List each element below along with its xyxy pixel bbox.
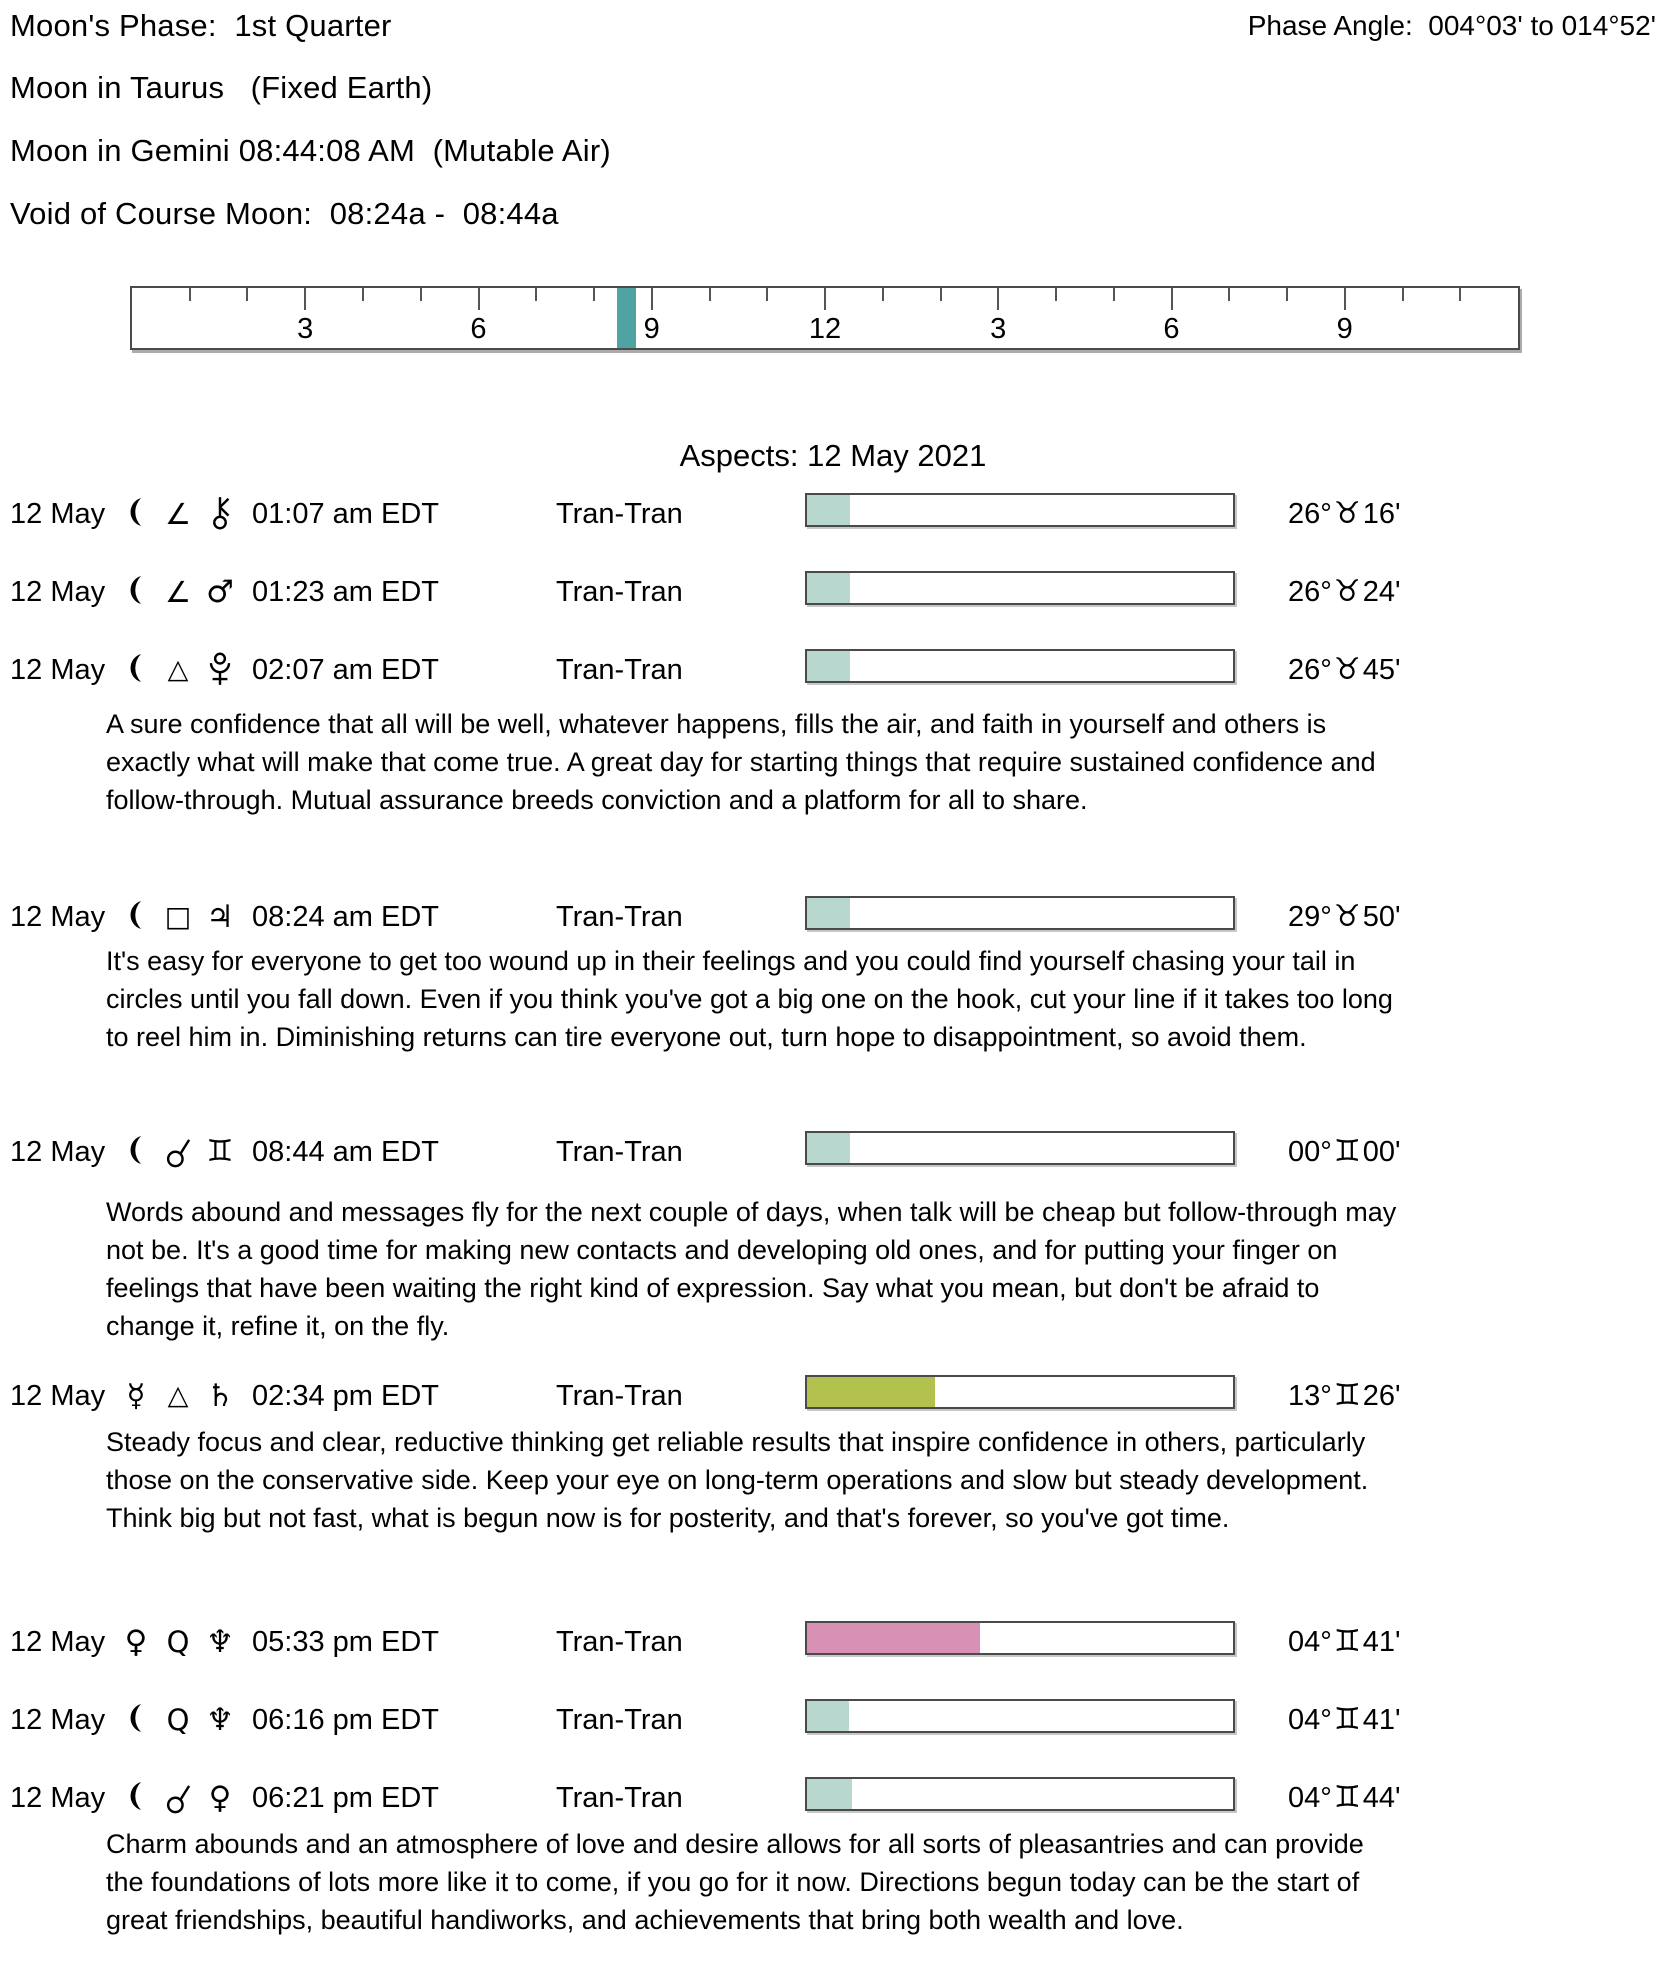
moon-icon xyxy=(124,1779,148,1813)
aspect-type: Tran-Tran xyxy=(556,576,683,608)
body2-glyph-slot xyxy=(200,573,240,611)
gemini-icon: ♊ xyxy=(1333,1378,1361,1413)
aspect-glyph-slot xyxy=(158,1779,198,1815)
aspect-time: 01:07 am EDT xyxy=(252,498,439,530)
position-minutes: 26' xyxy=(1362,1380,1401,1412)
position-degrees: 26° xyxy=(1288,498,1332,530)
semisquare-icon: ∠ xyxy=(165,497,191,531)
conjunction-icon xyxy=(165,1133,191,1169)
moon-in-sign-line: Moon in Taurus (Fixed Earth) xyxy=(10,70,433,105)
chiron-icon xyxy=(207,495,233,531)
body1-glyph-slot xyxy=(116,573,156,607)
body2-glyph-slot xyxy=(200,1377,240,1415)
body1-glyph-slot xyxy=(116,1779,156,1813)
aspect-row xyxy=(0,573,1666,613)
aspect-row xyxy=(0,651,1666,691)
aspect-type: Tran-Tran xyxy=(556,498,683,530)
position-degrees: 29° xyxy=(1288,901,1332,933)
aspect-position xyxy=(1288,898,1401,936)
aspect-time: 06:21 pm EDT xyxy=(252,1782,439,1814)
aspect-date: 12 May xyxy=(10,901,106,933)
void-of-course-marker xyxy=(617,288,636,348)
taurus-icon: ♉ xyxy=(1333,652,1361,687)
hour-label: 12 xyxy=(808,313,842,345)
moon-icon xyxy=(124,495,148,529)
hour-tick xyxy=(535,288,537,301)
aspect-type: Tran-Tran xyxy=(556,654,683,686)
taurus-icon: ♉ xyxy=(1333,899,1361,934)
body1-glyph-slot xyxy=(116,1133,156,1167)
orb-progress-fill xyxy=(807,495,850,525)
aspect-position xyxy=(1288,1133,1401,1171)
body2-glyph-slot xyxy=(200,898,240,936)
moons-phase-line: Moon's Phase: 1st Quarter xyxy=(10,8,392,43)
hour-tick xyxy=(1055,288,1057,301)
hour-label: 3 xyxy=(990,313,1007,345)
hour-tick xyxy=(304,288,306,310)
aspect-type: Tran-Tran xyxy=(556,901,683,933)
quintile-icon: Q xyxy=(166,1703,190,1737)
neptune-icon: ♆ xyxy=(206,1702,234,1738)
body1-glyph-slot xyxy=(116,1701,156,1735)
moon-ingress-line: Moon in Gemini 08:44:08 AM (Mutable Air) xyxy=(10,133,611,168)
aspect-glyph-slot xyxy=(158,1133,198,1169)
aspect-position xyxy=(1288,573,1401,611)
position-minutes: 44' xyxy=(1362,1782,1401,1814)
orb-progress-bar xyxy=(805,1131,1235,1165)
hour-tick xyxy=(766,288,768,301)
position-degrees: 04° xyxy=(1288,1704,1332,1736)
aspect-glyph-slot xyxy=(158,1701,198,1739)
voc-timeline-ruler xyxy=(130,286,1520,350)
orb-progress-bar xyxy=(805,1777,1235,1811)
aspect-row xyxy=(0,898,1666,938)
aspect-position xyxy=(1288,651,1401,689)
aspect-position xyxy=(1288,495,1401,533)
aspect-date: 12 May xyxy=(10,1626,106,1658)
aspect-date: 12 May xyxy=(10,1136,106,1168)
orb-progress-bar xyxy=(805,1621,1235,1655)
orb-progress-fill xyxy=(807,1623,980,1653)
orb-progress-fill xyxy=(807,1377,935,1407)
pluto-icon xyxy=(207,651,233,687)
hour-tick xyxy=(1402,288,1404,301)
gemini-icon: ♊ xyxy=(1333,1780,1361,1815)
neptune-icon: ♆ xyxy=(206,1624,234,1660)
mars-icon: ♂ xyxy=(206,574,234,610)
hour-tick xyxy=(246,288,248,301)
aspect-time: 02:34 pm EDT xyxy=(252,1380,439,1412)
aspect-interpretation: It's easy for everyone to get too wound up in their feelings and you could find yourself chasing your tail in circles until you fall down. Even if you think you've got a big one on the hook, cut your line if it takes too long to reel him in. Diminishing returns can tire everyone out, turn hope to disappointment, so avoid them. xyxy=(106,946,1393,1052)
hour-tick xyxy=(1344,288,1346,310)
body1-glyph-slot xyxy=(116,1377,156,1415)
aspect-date: 12 May xyxy=(10,1782,106,1814)
aspect-glyph-slot xyxy=(158,495,198,533)
aspects-title: Aspects: 12 May 2021 xyxy=(679,438,987,473)
hour-tick xyxy=(709,288,711,301)
position-degrees: 00° xyxy=(1288,1136,1332,1168)
orb-progress-fill xyxy=(807,1133,850,1163)
phase-angle-value: Phase Angle: 004°03' to 014°52' xyxy=(1247,10,1656,41)
aspect-type: Tran-Tran xyxy=(556,1136,683,1168)
conjunction-icon xyxy=(165,1779,191,1815)
body1-glyph-slot xyxy=(116,898,156,932)
aspect-date: 12 May xyxy=(10,576,106,608)
orb-progress-fill xyxy=(807,1701,849,1731)
taurus-icon: ♉ xyxy=(1333,496,1361,531)
void-of-course-line: Void of Course Moon: 08:24a - 08:44a xyxy=(10,196,559,231)
position-degrees: 04° xyxy=(1288,1782,1332,1814)
orb-progress-bar xyxy=(805,493,1235,527)
aspect-glyph-slot xyxy=(158,1623,198,1661)
aspect-row xyxy=(0,1623,1666,1663)
hour-tick xyxy=(420,288,422,301)
hour-label: 9 xyxy=(1336,313,1353,345)
body2-glyph-slot xyxy=(200,1701,240,1739)
aspect-date: 12 May xyxy=(10,498,106,530)
position-minutes: 50' xyxy=(1362,901,1401,933)
aspect-interpretation: Steady focus and clear, reductive thinking get reliable results that inspire confidence in others, particularly those on the conservative side. Keep your eye on long-term operations and slow but steady development. Think big but not fast, what is begun now is for posterity, and that's forever, so you've got time. xyxy=(106,1427,1369,1533)
aspect-row xyxy=(0,1779,1666,1819)
square-icon: □ xyxy=(164,900,192,933)
body2-glyph-slot xyxy=(200,1779,240,1817)
position-minutes: 00' xyxy=(1362,1136,1401,1168)
body2-glyph-slot xyxy=(200,1623,240,1661)
saturn-icon: ♄ xyxy=(206,1378,234,1414)
aspect-interpretation: A sure confidence that all will be well, whatever happens, fills the air, and faith in yourself and others is exactly what will make that come true. A great day for starting things that require sustained confidence and follow-through. Mutual assurance breeds conviction and a platform for all to share. xyxy=(106,709,1376,815)
hour-label: 9 xyxy=(643,313,660,345)
aspect-date: 12 May xyxy=(10,1704,106,1736)
aspect-position xyxy=(1288,1779,1401,1817)
gemini-icon: ♊ xyxy=(206,1134,234,1169)
hour-tick xyxy=(940,288,942,301)
hour-tick xyxy=(478,288,480,310)
orb-progress-bar xyxy=(805,571,1235,605)
hour-label: 6 xyxy=(470,313,487,345)
hour-tick xyxy=(1286,288,1288,301)
body1-glyph-slot xyxy=(116,1623,156,1661)
position-minutes: 16' xyxy=(1362,498,1401,530)
hour-label: 3 xyxy=(297,313,314,345)
taurus-icon: ♉ xyxy=(1333,574,1361,609)
hour-tick xyxy=(1459,288,1461,301)
aspect-glyph-slot xyxy=(158,651,198,689)
position-degrees: 26° xyxy=(1288,576,1332,608)
aspect-date: 12 May xyxy=(10,654,106,686)
hour-tick xyxy=(362,288,364,301)
position-degrees: 04° xyxy=(1288,1626,1332,1658)
aspect-glyph-slot xyxy=(158,573,198,611)
body2-glyph-slot xyxy=(200,651,240,687)
mercury-icon: ☿ xyxy=(126,1378,146,1414)
aspect-time: 01:23 am EDT xyxy=(252,576,439,608)
hour-tick xyxy=(593,288,595,301)
aspect-glyph-slot xyxy=(158,898,198,936)
body1-glyph-slot xyxy=(116,651,156,685)
aspect-date: 12 May xyxy=(10,1380,106,1412)
jupiter-icon: ♃ xyxy=(206,899,234,935)
aspect-time: 06:16 pm EDT xyxy=(252,1704,439,1736)
aspect-row xyxy=(0,1133,1666,1173)
orb-progress-bar xyxy=(805,896,1235,930)
orb-progress-bar xyxy=(805,649,1235,683)
trine-icon: △ xyxy=(167,654,189,685)
aspect-type: Tran-Tran xyxy=(556,1626,683,1658)
moon-icon xyxy=(124,898,148,932)
hour-tick xyxy=(189,288,191,301)
position-minutes: 45' xyxy=(1362,654,1401,686)
aspect-glyph-slot xyxy=(158,1377,198,1415)
hour-tick xyxy=(824,288,826,310)
body1-glyph-slot xyxy=(116,495,156,529)
position-minutes: 24' xyxy=(1362,576,1401,608)
hour-tick xyxy=(1171,288,1173,310)
hour-tick xyxy=(997,288,999,310)
moon-icon xyxy=(124,1701,148,1735)
aspect-position xyxy=(1288,1623,1401,1661)
aspect-position xyxy=(1288,1377,1401,1415)
aspect-row xyxy=(0,495,1666,535)
aspect-interpretation: Words abound and messages fly for the next couple of days, when talk will be cheap but follow-through may not be. It's a good time for making new contacts and developing old ones, and for putting your finger on feelings that have been waiting the right kind of expression. Say what you mean, but don't be afraid to change it, refine it, on the fly. xyxy=(106,1197,1397,1341)
semisquare-icon: ∠ xyxy=(165,575,191,609)
hour-tick xyxy=(1113,288,1115,301)
hour-label: 6 xyxy=(1163,313,1180,345)
gemini-icon: ♊ xyxy=(1333,1702,1361,1737)
moon-icon xyxy=(124,573,148,607)
venus-icon: ♀ xyxy=(208,1780,232,1816)
trine-icon: △ xyxy=(167,1380,189,1411)
aspect-interpretation: Charm abounds and an atmosphere of love and desire allows for all sorts of pleasantries and can provide the foundations of lots more like it to come, if you go for it now. Directions begun today can be the start of great friendships, beautiful handiworks, and achievements that bring both wealth and love. xyxy=(106,1829,1364,1935)
moon-icon xyxy=(124,1133,148,1167)
body2-glyph-slot xyxy=(200,1133,240,1171)
aspect-time: 08:44 am EDT xyxy=(252,1136,439,1168)
orb-progress-bar xyxy=(805,1375,1235,1409)
aspect-type: Tran-Tran xyxy=(556,1704,683,1736)
aspect-time: 05:33 pm EDT xyxy=(252,1626,439,1658)
orb-progress-fill xyxy=(807,651,850,681)
aspect-type: Tran-Tran xyxy=(556,1782,683,1814)
aspect-row xyxy=(0,1377,1666,1417)
moon-icon xyxy=(124,651,148,685)
venus-icon: ♀ xyxy=(124,1624,148,1660)
orb-progress-bar xyxy=(805,1699,1235,1733)
hour-tick xyxy=(882,288,884,301)
aspect-position xyxy=(1288,1701,1401,1739)
position-degrees: 26° xyxy=(1288,654,1332,686)
position-minutes: 41' xyxy=(1362,1704,1401,1736)
aspect-time: 08:24 am EDT xyxy=(252,901,439,933)
aspect-type: Tran-Tran xyxy=(556,1380,683,1412)
body2-glyph-slot xyxy=(200,495,240,531)
position-degrees: 13° xyxy=(1288,1380,1332,1412)
gemini-icon: ♊ xyxy=(1333,1624,1361,1659)
gemini-icon: ♊ xyxy=(1333,1134,1361,1169)
orb-progress-fill xyxy=(807,898,850,928)
hour-tick xyxy=(651,288,653,310)
orb-progress-fill xyxy=(807,1779,852,1809)
quintile-icon: Q xyxy=(166,1625,190,1659)
position-minutes: 41' xyxy=(1362,1626,1401,1658)
orb-progress-fill xyxy=(807,573,850,603)
aspect-time: 02:07 am EDT xyxy=(252,654,439,686)
aspect-row xyxy=(0,1701,1666,1741)
hour-tick xyxy=(1228,288,1230,301)
